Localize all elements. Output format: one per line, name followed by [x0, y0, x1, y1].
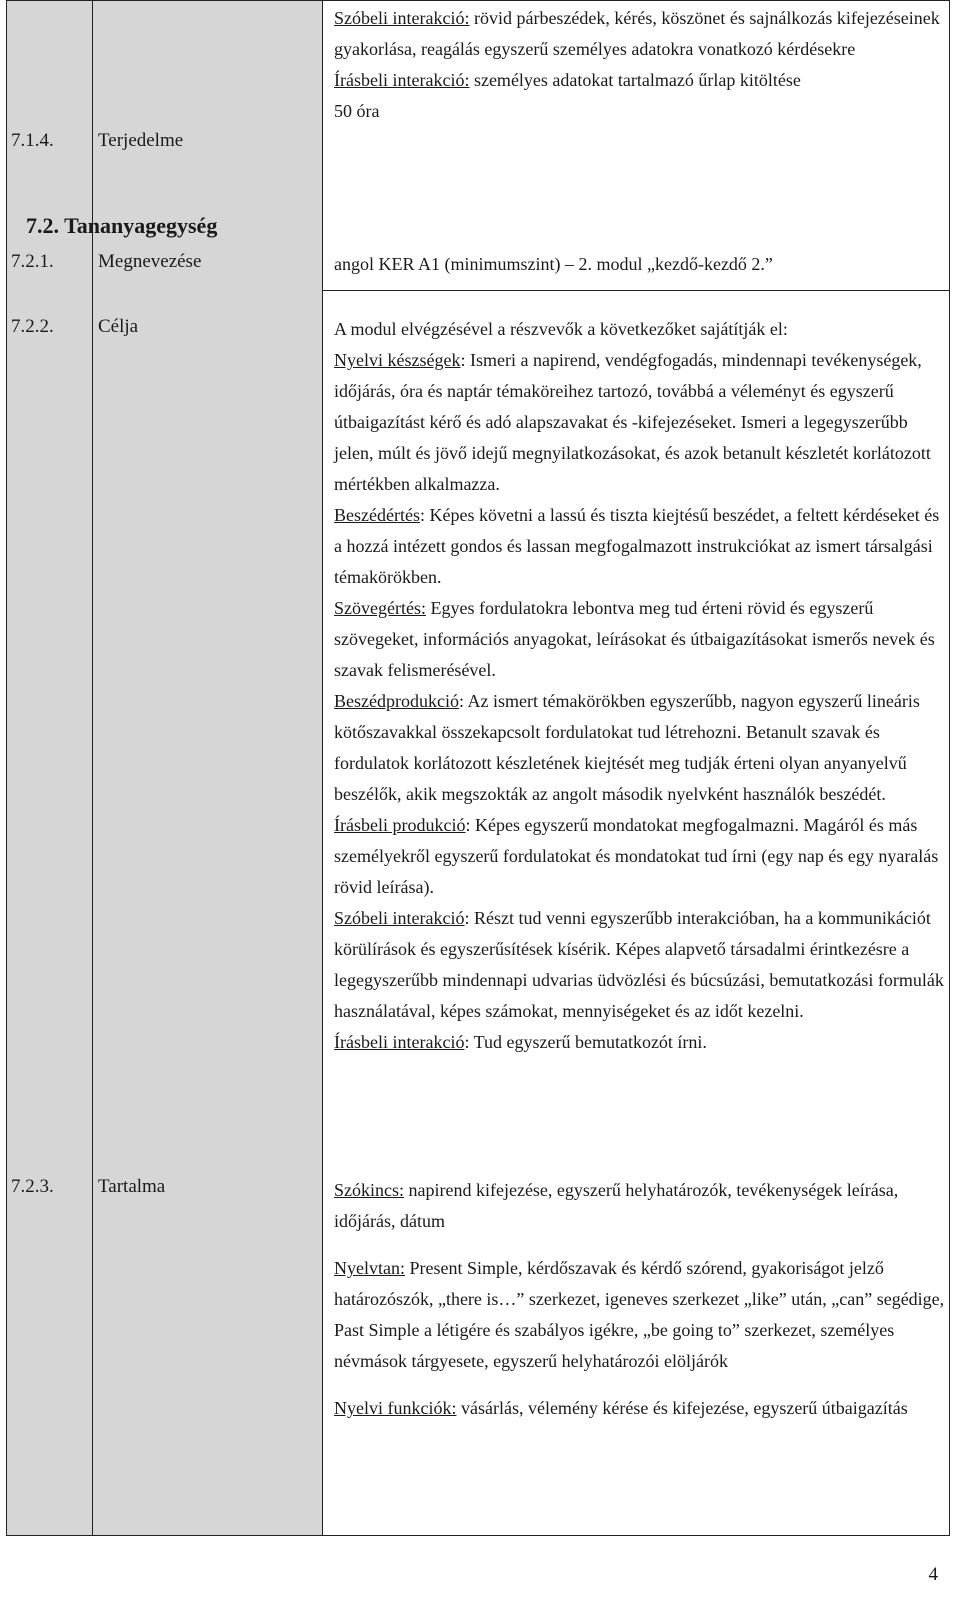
row-label: Terjedelme — [93, 1, 323, 291]
goal-paragraph: Szóbeli interakció: Részt tud venni egyszerűbb interakcióban, ha a kommunikációt körülírások és egyszerűsítések kísérik. Képes alapvető társadalmi érintkezésre a legegyszerűbb mindennapi udvarias üdvözlési és búcsúzási, bemutatkozási formulák használatával, képes számokat, mennyiségeket és az időt kezelni. — [334, 908, 944, 1021]
goal-row — [7, 311, 950, 1175]
section-heading: 7.2. Tananyagegység — [26, 213, 218, 238]
content-row-label: Tartalma — [93, 1175, 323, 1536]
content-row — [7, 1175, 950, 1536]
name-row-number: 7.2.1. — [7, 247, 93, 311]
oral-interaction-line: Szóbeli interakció: rövid párbeszédek, kérés, köszönet és sajnálkozás kifejezéseinek gyakorlása, reagálás egyszerű személyes adatokra vonatkozó kérdésekre — [334, 8, 940, 59]
goal-row-content — [323, 311, 950, 1175]
row-number: 7.1.4. — [7, 1, 93, 291]
grammar-block: Nyelvtan: Present Simple, kérdőszavak és kérdő szórend, gyakoriságot jelző határozószók, „there is…” szerkezet, igeneves szerkezet „like” után, „can” segédige, Past Simple a létigére és szabályos igékre, „be going to” szerkezet, személyes névmások tárgyesete, egyszerű helyhatározói elöljárók — [334, 1258, 945, 1371]
goal-intro: A modul elvégzésével a részvevők a következőket sajátítják el: — [334, 319, 788, 339]
goal-paragraph: Szövegértés: Egyes fordulatokra lebontva meg tud érteni rövid és egyszerű szövegeket, információs anyagokat, leírásokat és útbaigazításokat ismerős nevek és szavak felismerésével. — [334, 598, 935, 680]
goal-row-label: Célja — [93, 311, 323, 1175]
goal-paragraph: Nyelvi készségek: Ismeri a napirend, vendégfogadás, mindennapi tevékenységek, időjárás, óra és naptár témaköreihez tartozó, továbbá a véleményt és egyszerű útbaigazítást kérő és adó alapszavakat és -kifejezéseket. Ismeri a legegyszerűbb jelen, múlt és jövő idejű megnyilatkozásokat, és azok betanult készletét korlátozott mértékben alkalmazza. — [334, 350, 931, 494]
name-row-value: angol KER A1 (minimumszint) – 2. modul „kezdő-kezdő 2.” — [323, 247, 950, 311]
vocabulary-block: Szókincs: napirend kifejezése, egyszerű helyhatározók, tevékenységek leírása, időjárás, dátum — [334, 1180, 899, 1231]
goal-paragraph: Beszédprodukció: Az ismert témakörökben egyszerűbb, nagyon egyszerű lineáris kötőszavakkal összekapcsolt fordulatokat tud létrehozni. Betanult szavak és fordulatok korlátozott készletének kiejtését meg tudják érteni olyan anyanyelvű beszélők, akik megszokták az angolt második nyelvként használók beszédét. — [334, 691, 920, 804]
goal-paragraph: Beszédértés: Képes követni a lassú és tiszta kiejtésű beszédet, a feltett kérdéseket és a hozzá intézett gondos és lassan megfogalmazott instrukciókat az ismert társalgási témakörökben. — [334, 505, 940, 587]
duration-value: 50 óra — [334, 101, 380, 121]
content-row-number: 7.2.3. — [7, 1175, 93, 1536]
goal-paragraph: Írásbeli interakció: Tud egyszerű bemutatkozót írni. — [334, 1032, 707, 1052]
language-functions-block: Nyelvi funkciók: vásárlás, vélemény kérése és kifejezése, egyszerű útbaigazítás — [334, 1398, 908, 1418]
name-row — [7, 247, 950, 311]
goal-row-number: 7.2.2. — [7, 311, 93, 1175]
unit-table — [6, 247, 950, 1536]
written-interaction-line: Írásbeli interakció: személyes adatokat tartalmazó űrlap kitöltése — [334, 70, 801, 90]
name-row-label: Megnevezése — [93, 247, 323, 311]
page-number: 4 — [928, 1564, 938, 1585]
goal-paragraph: Írásbeli produkció: Képes egyszerű mondatokat megfogalmazni. Magáról és más személyekről egyszerű fordulatokat és mondatokat tud írni (egy nap és egy nyaralás rövid leírása). — [334, 815, 939, 897]
content-row-content — [323, 1175, 950, 1536]
